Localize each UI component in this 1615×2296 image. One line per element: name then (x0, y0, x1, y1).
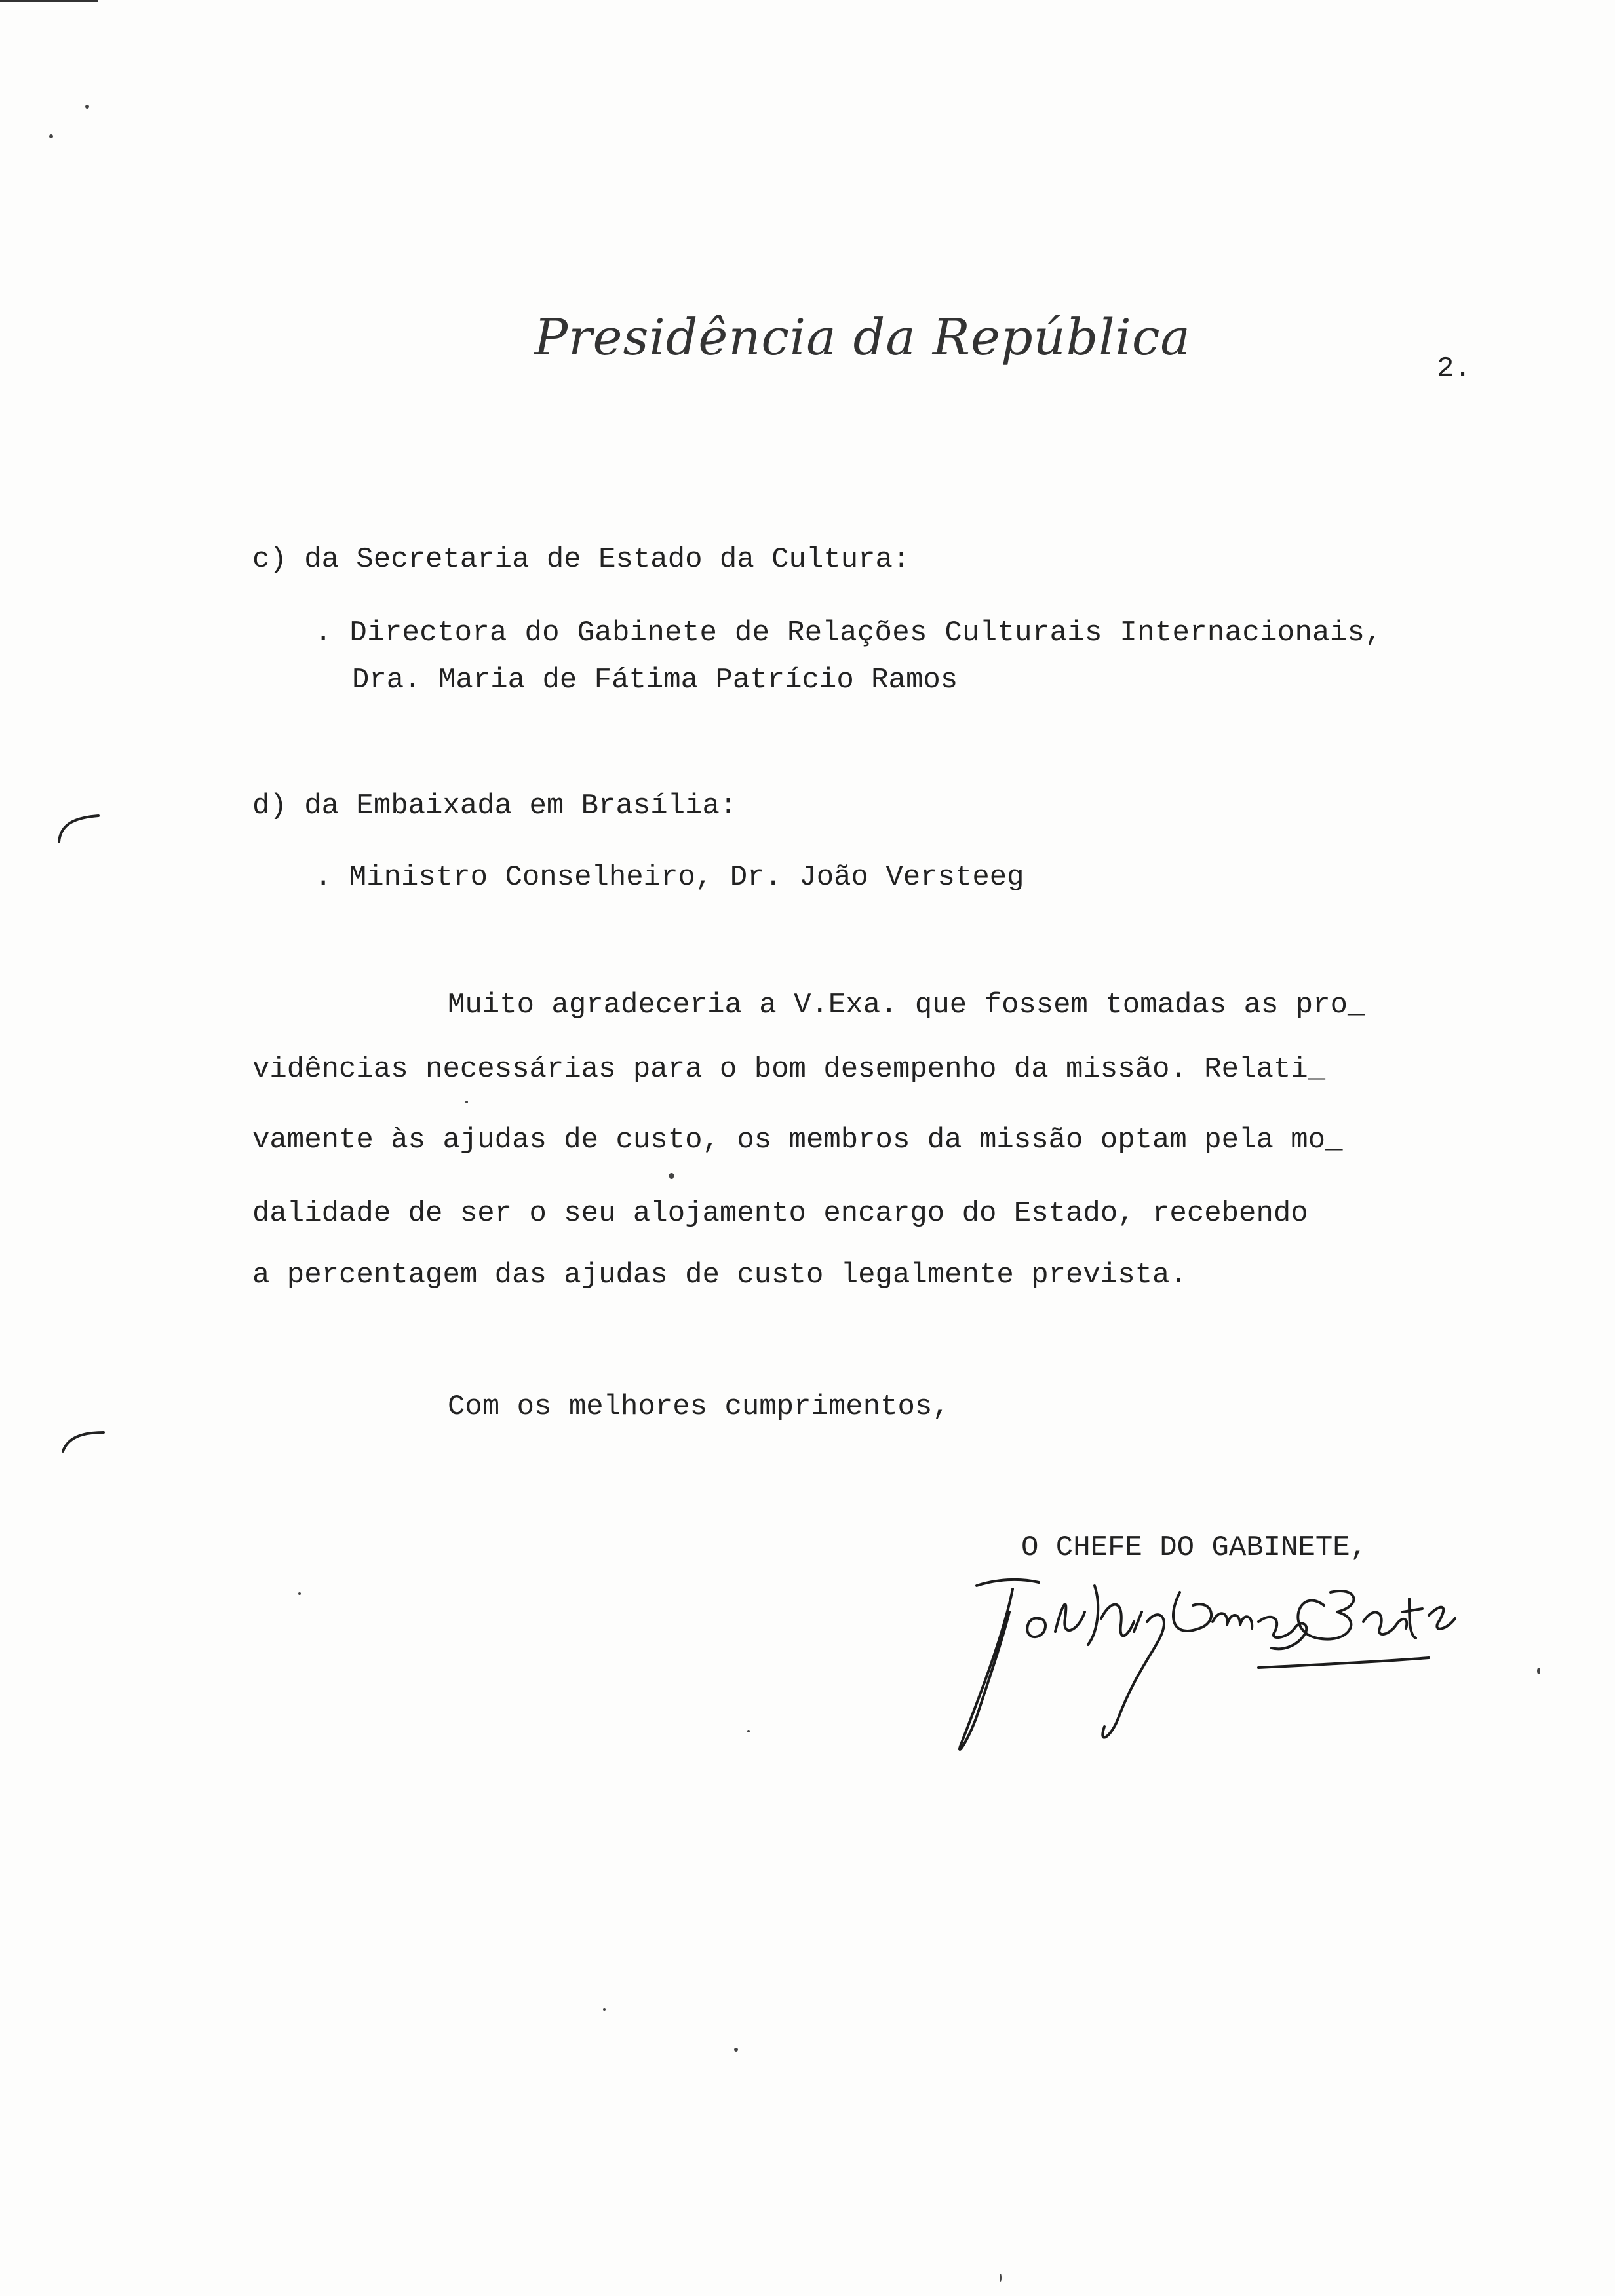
body-line-5: a percentagem das ajudas de custo legalmente prevista. (252, 1259, 1187, 1292)
handwritten-signature (905, 1559, 1508, 1763)
letterhead-title: Presidência da República (534, 308, 1191, 366)
body-line-1: Muito agradeceria a V.Exa. que fossem tomadas as pro_ (448, 989, 1365, 1022)
section-c-item: . Directora do Gabinete de Relações Culturais Internacionais, (315, 617, 1382, 649)
scan-speck (465, 1101, 468, 1103)
section-c-heading: c) da Secretaria de Estado da Cultura: (252, 543, 910, 576)
scan-edge-line (0, 0, 98, 2)
scan-speck (1537, 1668, 1540, 1674)
page-number: 2. (1437, 353, 1471, 385)
section-d-heading: d) da Embaixada em Brasília: (252, 790, 737, 822)
section-c-item-cont: Dra. Maria de Fátima Patrício Ramos (352, 664, 958, 697)
body-line-3: vamente às ajudas de custo, os membros da missão optam pela mo_ (252, 1124, 1343, 1157)
scan-speck (1000, 2274, 1002, 2282)
margin-mark-upper (52, 813, 105, 845)
scan-speck (85, 105, 89, 109)
scan-speck (603, 2008, 606, 2011)
body-line-2: vidências necessárias para o bom desempenho da missão. Relati_ (252, 1053, 1326, 1086)
signatory-title: O CHEFE DO GABINETE, (1021, 1531, 1368, 1564)
scan-speck (734, 2048, 738, 2052)
body-line-4: dalidade de ser o seu alojamento encargo do Estado, recebendo (252, 1197, 1308, 1230)
margin-mark-lower (58, 1428, 110, 1455)
scan-speck (49, 134, 53, 138)
section-d-item: . Ministro Conselheiro, Dr. João Versteeg (315, 861, 1024, 894)
scan-speck (669, 1173, 674, 1179)
scan-speck (747, 1730, 750, 1732)
scan-speck (298, 1592, 301, 1595)
closing-salutation: Com os melhores cumprimentos, (448, 1390, 950, 1423)
